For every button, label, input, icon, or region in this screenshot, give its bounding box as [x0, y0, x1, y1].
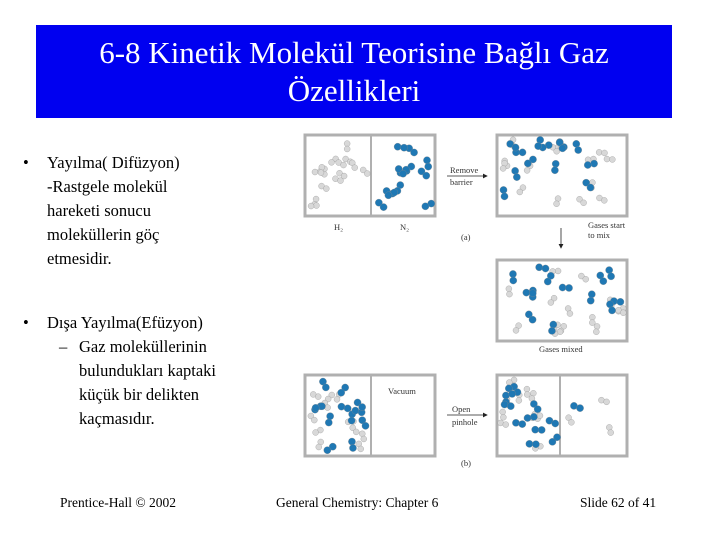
title-line-2: Özellikleri [287, 73, 421, 108]
bullet-marker: • [23, 313, 29, 332]
label-a: (a) [461, 232, 471, 242]
title-line-1: 6-8 Kinetik Molekül Teorisine Bağlı Gaz [99, 35, 609, 70]
footer-copyright: Prentice-Hall © 2002 [60, 495, 176, 510]
bullet-line: hareketi sonucu [47, 201, 152, 220]
label-remove-barrier: barrier [450, 177, 473, 187]
bullet-marker: • [23, 153, 29, 172]
label-vacuum: Vacuum [388, 386, 416, 396]
bullet-line: Gaz moleküllerinin [79, 337, 207, 356]
label-n2: N₂ [400, 222, 410, 232]
slide-number: Slide 62 of 41 [580, 495, 657, 510]
bullet-line: moleküllerin göç [47, 225, 160, 244]
label-gases-start: to mix [588, 230, 610, 240]
footer-chapter: General Chemistry: Chapter 6 [276, 495, 439, 510]
label-b: (b) [461, 458, 471, 468]
bullet-heading: Dışa Yayılma(Efüzyon) [47, 313, 203, 332]
label-open-pinhole: Open [452, 404, 471, 414]
bullet-line: etmesidir. [47, 249, 112, 268]
label-gases-mixed: Gases mixed [539, 344, 583, 354]
bullet-line: -Rastgele molekül [47, 177, 168, 196]
sub-bullet-marker: – [59, 337, 68, 356]
bullet-heading: Yayılma( Difüzyon) [47, 153, 180, 172]
bullet-line: kaçmasıdır. [79, 409, 155, 428]
bullet-line: küçük bir delikten [79, 385, 200, 404]
label-remove-barrier: Remove [450, 165, 479, 175]
bullet-line: bulundukları kaptaki [79, 361, 217, 380]
label-open-pinhole: pinhole [452, 417, 478, 427]
label-gases-start: Gases start [588, 220, 626, 230]
label-h2: H₂ [334, 222, 344, 232]
